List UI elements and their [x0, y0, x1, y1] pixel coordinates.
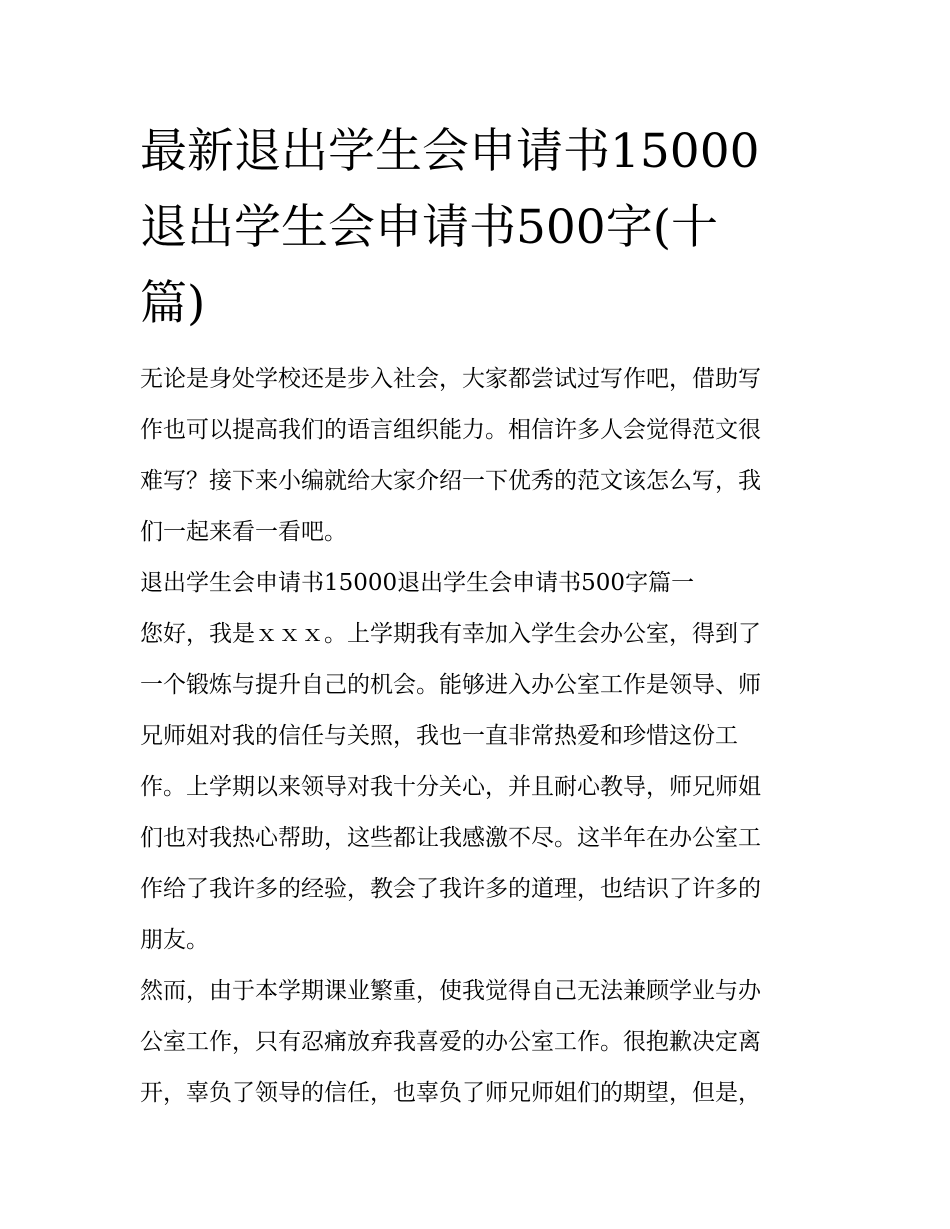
paragraph-line: 一个锻炼与提升自己的机会。能够进入办公室工作是领导、师	[140, 672, 761, 698]
paragraph-line: 您好，我是ｘｘｘ。上学期我有幸加入学生会办公室，得到了	[140, 621, 761, 647]
paragraph-line: 朋友。	[140, 927, 209, 953]
paragraph-line: 们一起来看一看吧。	[140, 519, 347, 545]
paragraph-line: 作也可以提高我们的语言组织能力。相信许多人会觉得范文很	[140, 417, 761, 443]
paragraph-line: 退出学生会申请书15000退出学生会申请书500字篇一	[140, 570, 695, 596]
paragraph-line: 公室工作，只有忍痛放弃我喜爱的办公室工作。很抱歉决定离	[140, 1029, 761, 1055]
body-paragraph	[140, 966, 812, 1119]
paragraph-line: 难写？接下来小编就给大家介绍一下优秀的范文该怎么写，我	[140, 468, 761, 494]
body-paragraph	[140, 609, 812, 966]
paragraph-line: 然而，由于本学期课业繁重，使我觉得自己无法兼顾学业与办	[140, 978, 761, 1004]
intro-paragraph	[140, 354, 812, 558]
section-heading	[140, 558, 812, 609]
paragraph-line: 们也对我热心帮助，这些都让我感激不尽。这半年在办公室工	[140, 825, 761, 851]
paragraph-line: 作给了我许多的经验，教会了我许多的道理，也结识了许多的	[140, 876, 761, 902]
title-line: 最新退出学生会申请书15000	[140, 124, 760, 179]
title-line: 篇)	[140, 276, 206, 331]
document-content	[140, 114, 812, 1119]
paragraph-line: 兄师姐对我的信任与关照，我也一直非常热爱和珍惜这份工	[140, 723, 738, 749]
title-line: 退出学生会申请书500字(十	[140, 200, 719, 255]
paragraph-line: 无论是身处学校还是步入社会，大家都尝试过写作吧，借助写	[140, 366, 761, 392]
document-title	[140, 114, 812, 342]
paragraph-line: 作。上学期以来领导对我十分关心，并且耐心教导，师兄师姐	[140, 774, 761, 800]
paragraph-line: 开，辜负了领导的信任，也辜负了师兄师姐们的期望，但是，	[140, 1080, 761, 1106]
